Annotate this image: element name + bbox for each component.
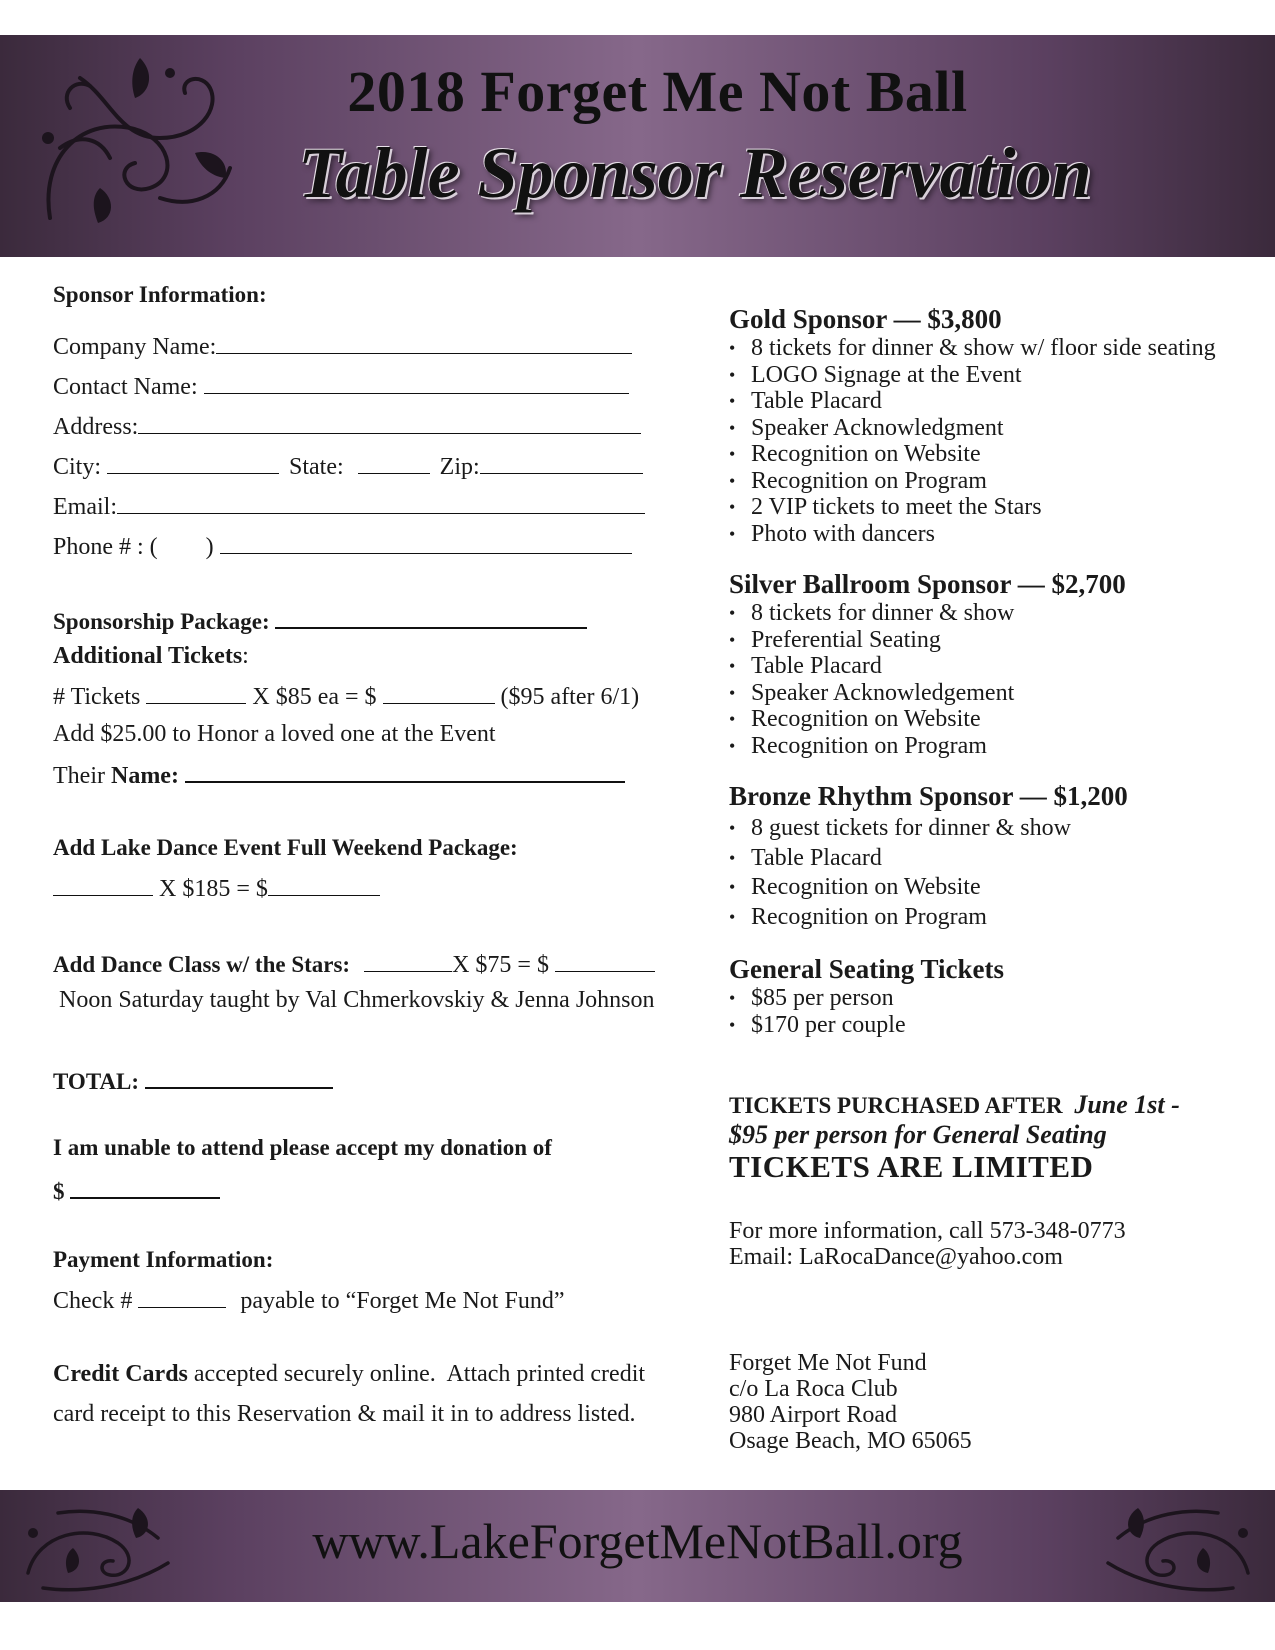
- list-item: • $85 per person: [729, 985, 1249, 1012]
- weekend-price: X $185 = $: [159, 876, 268, 902]
- honor-name-label: Name:: [110, 763, 179, 789]
- tickets-qty-field[interactable]: [146, 681, 246, 704]
- reservation-form: [53, 282, 693, 1441]
- address-line: Forget Me Not Fund: [729, 1350, 927, 1376]
- address-line: Osage Beach, MO 65065: [729, 1428, 972, 1454]
- email-label: Email:: [53, 494, 117, 520]
- list-item: • 8 guest tickets for dinner & show: [729, 814, 1249, 844]
- credit-card-label: Credit Cards: [53, 1361, 188, 1387]
- state-field[interactable]: [358, 451, 430, 474]
- list-item: • LOGO Signage at the Event: [729, 362, 1249, 389]
- credit-card-line1: [53, 1361, 693, 1401]
- general-seating-title: General Seating Tickets: [729, 954, 1004, 984]
- list-item: • Recognition on Program: [729, 903, 1249, 933]
- company-name-label: Company Name:: [53, 334, 217, 360]
- tickets-total-field[interactable]: [383, 681, 495, 704]
- dance-class-price: X $75 = $: [452, 952, 549, 978]
- city-field[interactable]: [107, 451, 279, 474]
- list-item: • Recognition on Website: [729, 873, 1249, 903]
- list-item: • Recognition on Program: [729, 733, 1249, 760]
- sponsorship-package-row: [53, 605, 693, 643]
- list-item: • $170 per couple: [729, 1012, 1249, 1039]
- contact-email: Email: LaRocaDance@yahoo.com: [729, 1244, 1063, 1270]
- additional-tickets-heading: [53, 643, 693, 681]
- email-field[interactable]: [117, 491, 645, 514]
- sponsorship-package-field[interactable]: [275, 605, 587, 629]
- late-notice-price: $95 per person for General Seating: [729, 1120, 1107, 1149]
- mailing-address: [729, 1350, 1249, 1454]
- dance-class-row: [53, 949, 693, 987]
- address-line: 980 Airport Road: [729, 1402, 897, 1428]
- weekend-package-heading: Add Lake Dance Event Full Weekend Package:: [53, 835, 518, 860]
- address-row: [53, 411, 693, 451]
- late-notice-label: TICKETS PURCHASED AFTER: [729, 1093, 1063, 1118]
- list-item: • 2 VIP tickets to meet the Stars: [729, 494, 1249, 521]
- list-item: • Table Placard: [729, 653, 1249, 680]
- weekend-package-row: [53, 873, 693, 913]
- silver-sponsor-title: Silver Ballroom Sponsor — $2,700: [729, 569, 1126, 599]
- contact-name-label: Contact Name:: [53, 374, 198, 400]
- city-state-zip-row: [53, 451, 693, 491]
- address-line: c/o La Roca Club: [729, 1376, 898, 1402]
- total-label: TOTAL:: [53, 1069, 140, 1094]
- list-item: • Speaker Acknowledgment: [729, 415, 1249, 442]
- donation-field[interactable]: [70, 1175, 220, 1199]
- list-item: • Table Placard: [729, 388, 1249, 415]
- list-item: • Recognition on Program: [729, 468, 1249, 495]
- zip-field[interactable]: [480, 451, 643, 474]
- list-item: • Photo with dancers: [729, 521, 1249, 548]
- tickets-label: # Tickets: [53, 684, 141, 710]
- credit-card-line2: card receipt to this Reservation & mail it in to address listed.: [53, 1401, 636, 1427]
- contact-info: [729, 1218, 1249, 1270]
- check-label: Check #: [53, 1288, 133, 1314]
- additional-tickets-label: Additional Tickets: [53, 643, 243, 669]
- honor-text: Add $25.00 to Honor a loved one at the Event: [53, 721, 496, 747]
- check-payable: payable to “Forget Me Not Fund”: [240, 1288, 565, 1314]
- city-label: City:: [53, 454, 102, 480]
- address-label: Address:: [53, 414, 139, 440]
- tickets-row: [53, 681, 693, 721]
- phone-row: [53, 531, 693, 571]
- total-field[interactable]: [145, 1065, 333, 1089]
- sponsorship-package-label: Sponsorship Package:: [53, 609, 270, 634]
- bronze-benefits-list: [729, 814, 1249, 932]
- address-field[interactable]: [138, 411, 641, 434]
- general-seating-list: [729, 985, 1249, 1038]
- check-number-field[interactable]: [138, 1285, 226, 1308]
- list-item: • 8 tickets for dinner & show w/ floor side seating: [729, 335, 1249, 362]
- payment-heading: Payment Information:: [53, 1247, 274, 1272]
- dance-class-qty-field[interactable]: [364, 949, 452, 972]
- company-name-field[interactable]: [216, 331, 632, 354]
- additional-tickets-colon: :: [242, 643, 249, 669]
- sponsor-info-heading: Sponsor Information:: [53, 282, 267, 307]
- list-item: • Speaker Acknowledgement: [729, 680, 1249, 707]
- form-title: Table Sponsor Reservation: [298, 133, 1092, 213]
- list-item: • Recognition on Website: [729, 441, 1249, 468]
- company-name-row: [53, 331, 693, 371]
- weekend-total-field[interactable]: [268, 873, 380, 896]
- tickets-price: X $85 ea = $: [252, 684, 377, 710]
- donation-row: [53, 1175, 693, 1213]
- email-row: [53, 491, 693, 531]
- phone-label: Phone # : ( ): [53, 534, 214, 560]
- event-title: 2018 Forget Me Not Ball: [347, 59, 968, 124]
- honor-name-field[interactable]: [185, 759, 625, 783]
- gold-benefits-list: [729, 335, 1249, 547]
- weekend-qty-field[interactable]: [53, 873, 153, 896]
- dance-class-note: Noon Saturday taught by Val Chmerkovskiy & Jenna Johnson: [59, 987, 655, 1013]
- website-url: www.LakeForgetMeNotBall.org: [312, 1513, 963, 1569]
- bronze-sponsor-title: Bronze Rhythm Sponsor — $1,200: [729, 781, 1128, 811]
- sponsorship-levels: [729, 304, 1249, 1454]
- total-row: [53, 1065, 693, 1103]
- donation-text: I am unable to attend please accept my donation of: [53, 1135, 552, 1160]
- list-item: • Preferential Seating: [729, 627, 1249, 654]
- zip-label: Zip:: [439, 454, 480, 480]
- dance-class-label: Add Dance Class w/ the Stars:: [53, 952, 351, 977]
- dance-class-total-field[interactable]: [555, 949, 655, 972]
- late-price-notice: [729, 1090, 1249, 1120]
- list-item: • Recognition on Website: [729, 706, 1249, 733]
- phone-field[interactable]: [220, 531, 632, 554]
- gold-sponsor-title: Gold Sponsor — $3,800: [729, 304, 1002, 334]
- list-item: • 8 tickets for dinner & show: [729, 600, 1249, 627]
- silver-benefits-list: [729, 600, 1249, 759]
- donation-dollar: $: [53, 1179, 65, 1204]
- contact-phone: For more information, call 573-348-0773: [729, 1218, 1126, 1244]
- credit-card-text: accepted securely online. Attach printed credit: [187, 1361, 646, 1387]
- state-label: State:: [289, 454, 344, 480]
- honor-name-row: [53, 759, 693, 799]
- tickets-limited: TICKETS ARE LIMITED: [729, 1149, 1094, 1184]
- contact-name-row: [53, 371, 693, 411]
- check-row: [53, 1285, 693, 1325]
- their-label: Their: [53, 763, 111, 789]
- late-notice-date: June 1st -: [1074, 1090, 1180, 1119]
- tickets-note: ($95 after 6/1): [500, 684, 640, 710]
- list-item: • Table Placard: [729, 844, 1249, 874]
- contact-name-field[interactable]: [204, 371, 629, 394]
